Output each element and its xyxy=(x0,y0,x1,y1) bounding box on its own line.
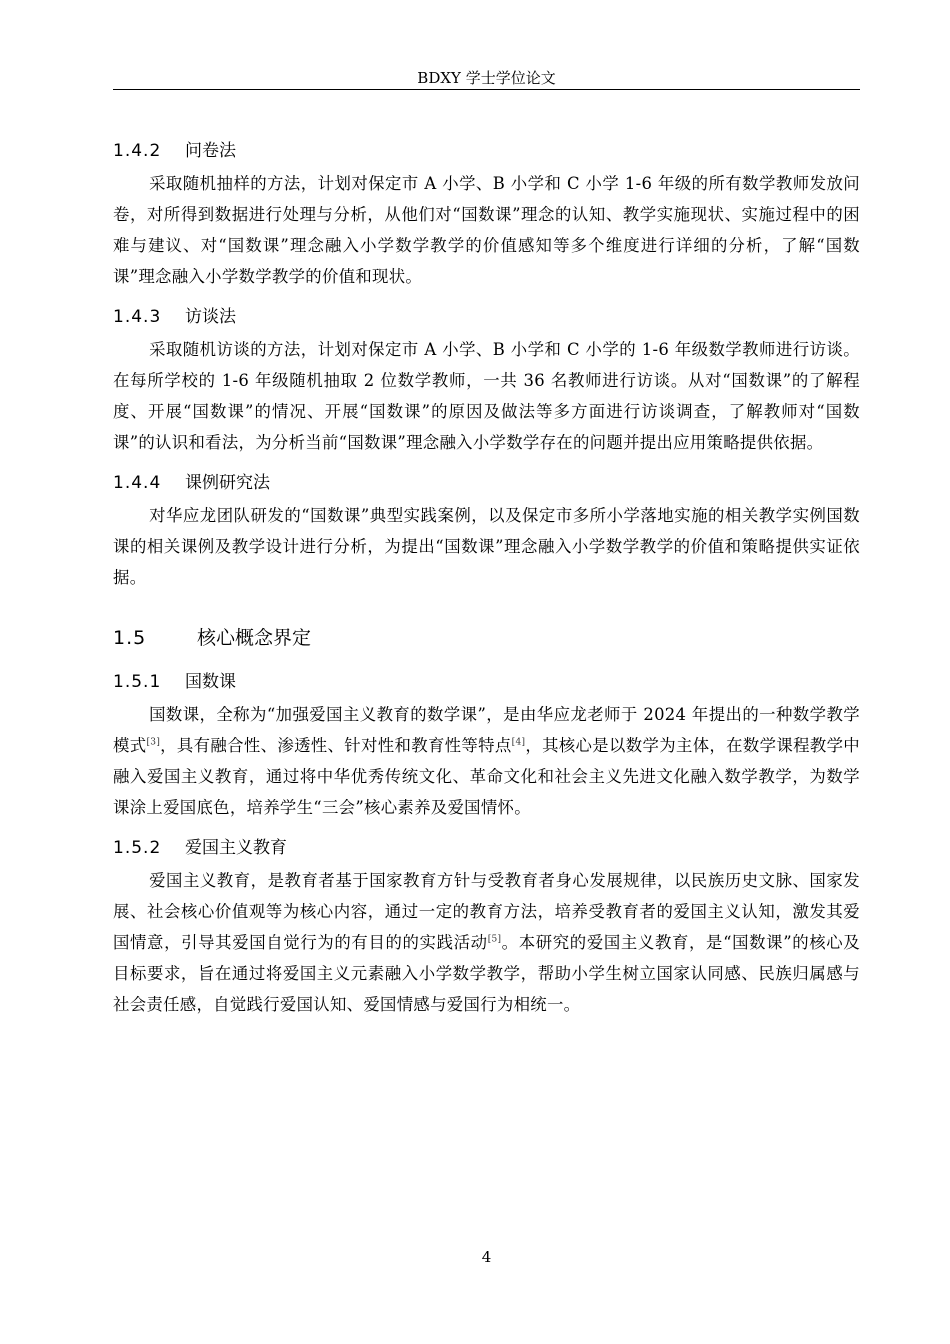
citation-ref: [4] xyxy=(511,737,526,748)
section-number: 1.5.1 xyxy=(113,672,162,692)
text-run: ，其核心是以数学为主体，在数学课程教学中融入爱国主义教育，通过将中华优秀传统文化、革命文化和社会主义先进文化融入数学教学，为数学课涂上爱国底色，培养学生“三会”核心素养及爱国情怀。 xyxy=(113,736,861,817)
section-heading-1-4-4 xyxy=(113,466,860,500)
section-number: 1.4.2 xyxy=(113,141,162,161)
text-run: 国数课，全称为“加强爱国主义教育的数学课”，是由华应龙老师于 2024 年提出的一种数学教学模式 xyxy=(113,705,860,755)
section-title: 访谈法 xyxy=(185,307,236,327)
text-run: ，具有融合性、渗透性、针对性和教育性等特点 xyxy=(160,736,512,755)
paragraph-questionnaire: 采取随机抽样的方法，计划对保定市 A 小学、B 小学和 C 小学 1-6 年级的所有数学教师发放问卷，对所得到数据进行处理与分析，从他们对“国数课”理念的认知、教学实施现状、实施过程中的困难与建议、对“国数课”理念融入小学数学教学的价值感知等多个维度进行详细的分析，了解“国数课”理念融入小学数学教学的价值和现状。 xyxy=(113,174,860,286)
paragraph-guoshuke-definition xyxy=(113,699,860,823)
section-number: 1.4.4 xyxy=(113,473,162,493)
section-title: 问卷法 xyxy=(185,141,236,161)
section-title: 课例研究法 xyxy=(185,473,270,493)
citation-ref: [3] xyxy=(146,737,161,748)
section-heading-1-4-3 xyxy=(113,300,860,334)
running-header: BDXY 学士学位论文 xyxy=(417,69,556,87)
header-rule xyxy=(113,89,860,90)
section-heading-1-5-2 xyxy=(113,831,860,865)
section-title: 国数课 xyxy=(185,672,236,692)
section-heading-1-4-2 xyxy=(113,134,860,168)
chapter-heading-1-5 xyxy=(113,619,860,657)
text-run: 爱国主义教育，是教育者基于国家教育方针与受教育者身心发展规律，以民族历史文脉、国家发展、社会核心价值观等为核心内容，通过一定的教育方法，培养受教育者的爱国主义认知，激发其爱国情意，引导其爱国自觉行为的有目的的实践活动 xyxy=(113,871,860,952)
text-run: 。本研究的爱国主义教育，是“国数课”的核心及目标要求，旨在通过将爱国主义元素融入小学数学教学，帮助小学生树立国家认同感、民族归属感与社会责任感，自觉践行爱国认知、爱国情感与爱国行为相统一。 xyxy=(113,933,860,1014)
paragraph-patriotism-definition xyxy=(113,865,860,1020)
page-number: 4 xyxy=(481,1248,492,1266)
section-title: 爱国主义教育 xyxy=(185,838,287,858)
section-number: 1.5.2 xyxy=(113,838,162,858)
paragraph-interview: 采取随机访谈的方法，计划对保定市 A 小学、B 小学和 C 小学的 1-6 年级数学教师进行访谈。在每所学校的 1-6 年级随机抽取 2 位数学教师，一共 36 名教师进行访谈。从对“国数课”的了解程度、开展“国数课”的情况、开展“国数课”的原因及做法等多方面进行访谈调查，了解教师对“国数课”的认识和看法，为分析当前“国数课”理念融入小学数学存在的问题并提出应用策略提供依据。 xyxy=(113,340,860,452)
paragraph-case-study: 对华应龙团队研发的“国数课”典型实践案例，以及保定市多所小学落地实施的相关教学实例国数课的相关课例及教学设计进行分析，为提出“国数课”理念融入小学数学教学的价值和策略提供实证依据。 xyxy=(113,506,860,587)
section-number: 1.4.3 xyxy=(113,307,162,327)
page-content xyxy=(113,134,860,1020)
chapter-title: 核心概念界定 xyxy=(197,627,312,649)
citation-ref: [5] xyxy=(487,934,502,945)
section-heading-1-5-1 xyxy=(113,665,860,699)
chapter-number: 1.5 xyxy=(113,627,147,649)
